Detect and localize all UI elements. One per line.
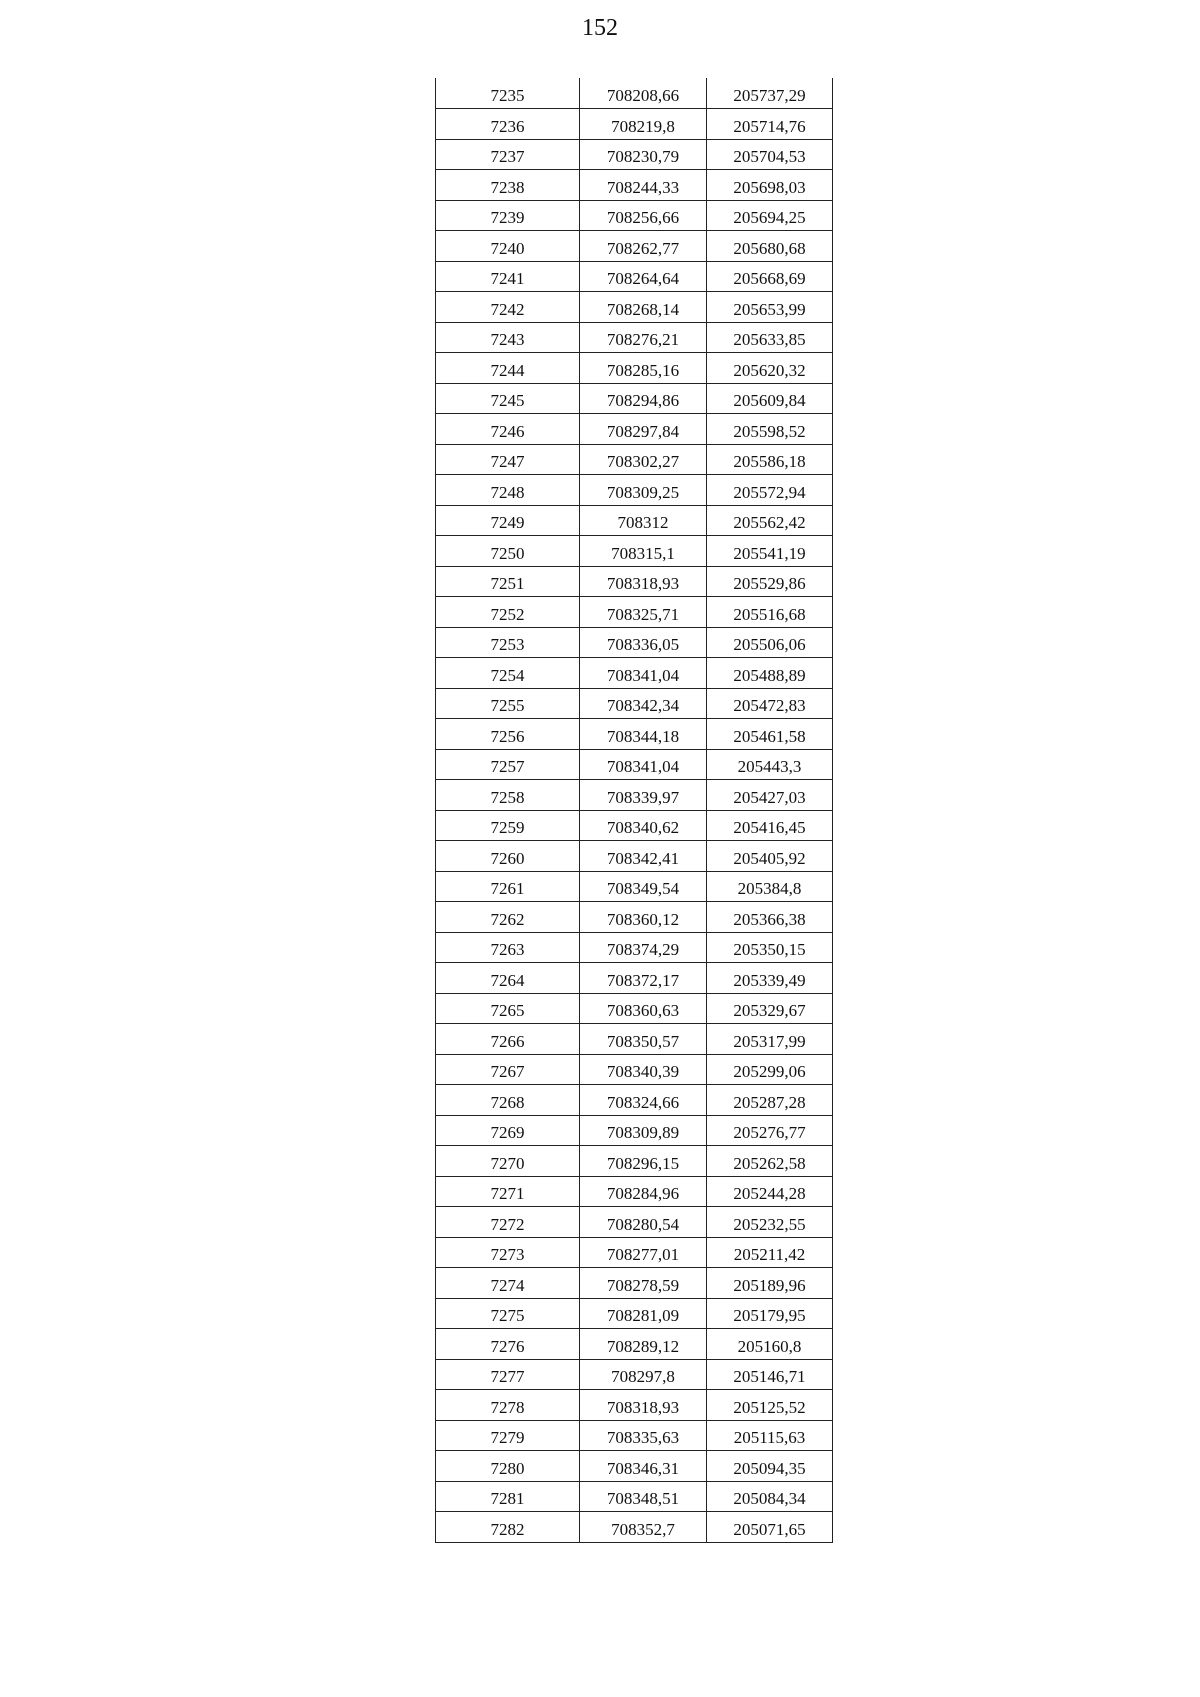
x-coordinate-cell: 708297,8: [580, 1359, 707, 1390]
table-row: [436, 261, 833, 292]
coordinates-table-body: [436, 78, 833, 1542]
y-coordinate-cell: 205427,03: [707, 780, 833, 811]
point-number-cell: 7243: [436, 322, 580, 353]
y-coordinate-cell: 205698,03: [707, 170, 833, 201]
point-number-cell: 7244: [436, 353, 580, 384]
y-coordinate-cell: 205211,42: [707, 1237, 833, 1268]
y-coordinate-cell: 205586,18: [707, 444, 833, 475]
y-coordinate-cell: 205384,8: [707, 871, 833, 902]
table-row: [436, 780, 833, 811]
x-coordinate-cell: 708277,01: [580, 1237, 707, 1268]
x-coordinate-cell: 708285,16: [580, 353, 707, 384]
x-coordinate-cell: 708297,84: [580, 414, 707, 445]
x-coordinate-cell: 708264,64: [580, 261, 707, 292]
x-coordinate-cell: 708349,54: [580, 871, 707, 902]
y-coordinate-cell: 205506,06: [707, 627, 833, 658]
x-coordinate-cell: 708336,05: [580, 627, 707, 658]
table-row: [436, 536, 833, 567]
y-coordinate-cell: 205704,53: [707, 139, 833, 170]
y-coordinate-cell: 205694,25: [707, 200, 833, 231]
table-row: [436, 1176, 833, 1207]
y-coordinate-cell: 205714,76: [707, 109, 833, 140]
y-coordinate-cell: 205084,34: [707, 1481, 833, 1512]
point-number-cell: 7258: [436, 780, 580, 811]
y-coordinate-cell: 205287,28: [707, 1085, 833, 1116]
point-number-cell: 7241: [436, 261, 580, 292]
y-coordinate-cell: 205443,3: [707, 749, 833, 780]
x-coordinate-cell: 708284,96: [580, 1176, 707, 1207]
x-coordinate-cell: 708294,86: [580, 383, 707, 414]
point-number-cell: 7238: [436, 170, 580, 201]
y-coordinate-cell: 205094,35: [707, 1451, 833, 1482]
x-coordinate-cell: 708341,04: [580, 658, 707, 689]
y-coordinate-cell: 205633,85: [707, 322, 833, 353]
point-number-cell: 7248: [436, 475, 580, 506]
x-coordinate-cell: 708268,14: [580, 292, 707, 323]
x-coordinate-cell: 708278,59: [580, 1268, 707, 1299]
table-row: [436, 1237, 833, 1268]
table-row: [436, 322, 833, 353]
table-row: [436, 871, 833, 902]
table-row: [436, 1329, 833, 1360]
table-row: [436, 1207, 833, 1238]
table-row: [436, 475, 833, 506]
point-number-cell: 7266: [436, 1024, 580, 1055]
point-number-cell: 7247: [436, 444, 580, 475]
table-row: [436, 444, 833, 475]
x-coordinate-cell: 708360,12: [580, 902, 707, 933]
point-number-cell: 7278: [436, 1390, 580, 1421]
y-coordinate-cell: 205472,83: [707, 688, 833, 719]
table-row: [436, 1146, 833, 1177]
point-number-cell: 7275: [436, 1298, 580, 1329]
y-coordinate-cell: 205115,63: [707, 1420, 833, 1451]
x-coordinate-cell: 708256,66: [580, 200, 707, 231]
table-row: [436, 993, 833, 1024]
x-coordinate-cell: 708244,33: [580, 170, 707, 201]
point-number-cell: 7260: [436, 841, 580, 872]
table-row: [436, 932, 833, 963]
y-coordinate-cell: 205620,32: [707, 353, 833, 384]
y-coordinate-cell: 205680,68: [707, 231, 833, 262]
x-coordinate-cell: 708360,63: [580, 993, 707, 1024]
y-coordinate-cell: 205668,69: [707, 261, 833, 292]
table-row: [436, 1420, 833, 1451]
x-coordinate-cell: 708372,17: [580, 963, 707, 994]
table-row: [436, 231, 833, 262]
y-coordinate-cell: 205125,52: [707, 1390, 833, 1421]
y-coordinate-cell: 205488,89: [707, 658, 833, 689]
table-row: [436, 719, 833, 750]
table-row: [436, 1451, 833, 1482]
y-coordinate-cell: 205609,84: [707, 383, 833, 414]
table-row: [436, 810, 833, 841]
x-coordinate-cell: 708340,62: [580, 810, 707, 841]
x-coordinate-cell: 708230,79: [580, 139, 707, 170]
y-coordinate-cell: 205160,8: [707, 1329, 833, 1360]
y-coordinate-cell: 205339,49: [707, 963, 833, 994]
point-number-cell: 7253: [436, 627, 580, 658]
point-number-cell: 7236: [436, 109, 580, 140]
x-coordinate-cell: 708208,66: [580, 78, 707, 109]
point-number-cell: 7254: [436, 658, 580, 689]
table-row: [436, 658, 833, 689]
point-number-cell: 7281: [436, 1481, 580, 1512]
y-coordinate-cell: 205405,92: [707, 841, 833, 872]
y-coordinate-cell: 205598,52: [707, 414, 833, 445]
point-number-cell: 7251: [436, 566, 580, 597]
x-coordinate-cell: 708335,63: [580, 1420, 707, 1451]
y-coordinate-cell: 205179,95: [707, 1298, 833, 1329]
x-coordinate-cell: 708309,25: [580, 475, 707, 506]
y-coordinate-cell: 205329,67: [707, 993, 833, 1024]
point-number-cell: 7259: [436, 810, 580, 841]
point-number-cell: 7263: [436, 932, 580, 963]
table-row: [436, 109, 833, 140]
table-row: [436, 414, 833, 445]
y-coordinate-cell: 205366,38: [707, 902, 833, 933]
x-coordinate-cell: 708352,7: [580, 1512, 707, 1543]
x-coordinate-cell: 708374,29: [580, 932, 707, 963]
point-number-cell: 7282: [436, 1512, 580, 1543]
y-coordinate-cell: 205189,96: [707, 1268, 833, 1299]
y-coordinate-cell: 205653,99: [707, 292, 833, 323]
point-number-cell: 7246: [436, 414, 580, 445]
y-coordinate-cell: 205299,06: [707, 1054, 833, 1085]
x-coordinate-cell: 708348,51: [580, 1481, 707, 1512]
point-number-cell: 7242: [436, 292, 580, 323]
x-coordinate-cell: 708324,66: [580, 1085, 707, 1116]
table-row: [436, 292, 833, 323]
point-number-cell: 7280: [436, 1451, 580, 1482]
x-coordinate-cell: 708289,12: [580, 1329, 707, 1360]
x-coordinate-cell: 708276,21: [580, 322, 707, 353]
x-coordinate-cell: 708280,54: [580, 1207, 707, 1238]
point-number-cell: 7261: [436, 871, 580, 902]
table-row: [436, 566, 833, 597]
y-coordinate-cell: 205317,99: [707, 1024, 833, 1055]
table-row: [436, 1481, 833, 1512]
y-coordinate-cell: 205232,55: [707, 1207, 833, 1238]
table-row: [436, 170, 833, 201]
x-coordinate-cell: 708262,77: [580, 231, 707, 262]
table-row: [436, 1298, 833, 1329]
x-coordinate-cell: 708281,09: [580, 1298, 707, 1329]
coordinates-table: [435, 78, 833, 1543]
point-number-cell: 7273: [436, 1237, 580, 1268]
table-row: [436, 749, 833, 780]
x-coordinate-cell: 708318,93: [580, 566, 707, 597]
table-row: [436, 353, 833, 384]
point-number-cell: 7257: [436, 749, 580, 780]
table-row: [436, 505, 833, 536]
x-coordinate-cell: 708219,8: [580, 109, 707, 140]
y-coordinate-cell: 205276,77: [707, 1115, 833, 1146]
x-coordinate-cell: 708315,1: [580, 536, 707, 567]
point-number-cell: 7274: [436, 1268, 580, 1299]
x-coordinate-cell: 708342,34: [580, 688, 707, 719]
x-coordinate-cell: 708340,39: [580, 1054, 707, 1085]
table-row: [436, 78, 833, 109]
y-coordinate-cell: 205572,94: [707, 475, 833, 506]
x-coordinate-cell: 708339,97: [580, 780, 707, 811]
y-coordinate-cell: 205461,58: [707, 719, 833, 750]
point-number-cell: 7279: [436, 1420, 580, 1451]
table-row: [436, 200, 833, 231]
x-coordinate-cell: 708302,27: [580, 444, 707, 475]
point-number-cell: 7239: [436, 200, 580, 231]
point-number-cell: 7235: [436, 78, 580, 109]
point-number-cell: 7237: [436, 139, 580, 170]
point-number-cell: 7277: [436, 1359, 580, 1390]
y-coordinate-cell: 205516,68: [707, 597, 833, 628]
table-row: [436, 597, 833, 628]
x-coordinate-cell: 708350,57: [580, 1024, 707, 1055]
y-coordinate-cell: 205737,29: [707, 78, 833, 109]
point-number-cell: 7276: [436, 1329, 580, 1360]
table-row: [436, 1359, 833, 1390]
table-row: [436, 688, 833, 719]
y-coordinate-cell: 205416,45: [707, 810, 833, 841]
table-row: [436, 963, 833, 994]
x-coordinate-cell: 708312: [580, 505, 707, 536]
table-row: [436, 1024, 833, 1055]
point-number-cell: 7255: [436, 688, 580, 719]
y-coordinate-cell: 205529,86: [707, 566, 833, 597]
point-number-cell: 7269: [436, 1115, 580, 1146]
table-row: [436, 1054, 833, 1085]
y-coordinate-cell: 205350,15: [707, 932, 833, 963]
point-number-cell: 7264: [436, 963, 580, 994]
point-number-cell: 7256: [436, 719, 580, 750]
table-row: [436, 1512, 833, 1543]
y-coordinate-cell: 205244,28: [707, 1176, 833, 1207]
point-number-cell: 7250: [436, 536, 580, 567]
point-number-cell: 7268: [436, 1085, 580, 1116]
x-coordinate-cell: 708296,15: [580, 1146, 707, 1177]
table-row: [436, 139, 833, 170]
x-coordinate-cell: 708346,31: [580, 1451, 707, 1482]
y-coordinate-cell: 205562,42: [707, 505, 833, 536]
y-coordinate-cell: 205146,71: [707, 1359, 833, 1390]
x-coordinate-cell: 708344,18: [580, 719, 707, 750]
point-number-cell: 7272: [436, 1207, 580, 1238]
x-coordinate-cell: 708341,04: [580, 749, 707, 780]
point-number-cell: 7267: [436, 1054, 580, 1085]
page-number: 152: [582, 15, 618, 41]
point-number-cell: 7240: [436, 231, 580, 262]
point-number-cell: 7271: [436, 1176, 580, 1207]
point-number-cell: 7249: [436, 505, 580, 536]
x-coordinate-cell: 708309,89: [580, 1115, 707, 1146]
point-number-cell: 7245: [436, 383, 580, 414]
table-row: [436, 902, 833, 933]
x-coordinate-cell: 708325,71: [580, 597, 707, 628]
x-coordinate-cell: 708342,41: [580, 841, 707, 872]
y-coordinate-cell: 205541,19: [707, 536, 833, 567]
point-number-cell: 7265: [436, 993, 580, 1024]
table-row: [436, 1268, 833, 1299]
table-row: [436, 1115, 833, 1146]
table-row: [436, 627, 833, 658]
table-row: [436, 1390, 833, 1421]
point-number-cell: 7270: [436, 1146, 580, 1177]
y-coordinate-cell: 205262,58: [707, 1146, 833, 1177]
table-row: [436, 841, 833, 872]
point-number-cell: 7262: [436, 902, 580, 933]
x-coordinate-cell: 708318,93: [580, 1390, 707, 1421]
table-row: [436, 383, 833, 414]
table-row: [436, 1085, 833, 1116]
y-coordinate-cell: 205071,65: [707, 1512, 833, 1543]
point-number-cell: 7252: [436, 597, 580, 628]
